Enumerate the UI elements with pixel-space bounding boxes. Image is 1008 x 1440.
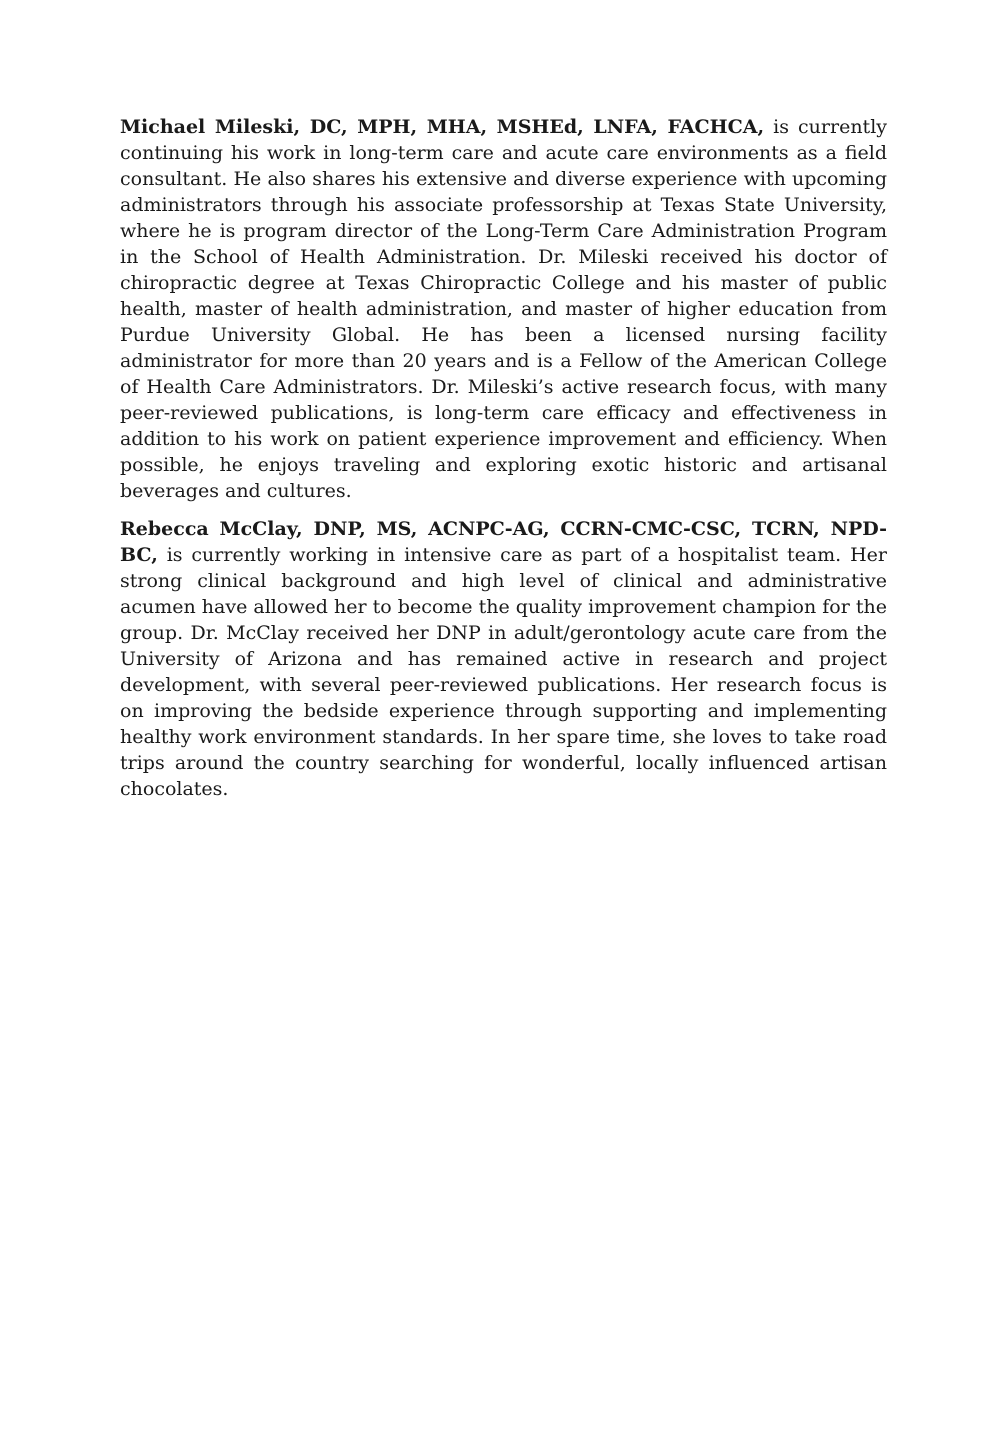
- bio-text-mcclay: is currently working in intensive care as part of a hospitalist team. Her strong clinical background and high level of clinical and administrative acumen have allowed her to become the quality improvement champion for the group. Dr. McClay received her DNP in adult/gerontology acute care from the University of Arizona and has remained active in research and project development, with several peer-reviewed publications. Her research focus is on improving the bedside experience through supporting and implementing healthy work environment standards. In her spare time, she loves to take road trips around the country searching for wonderful, locally influenced artisan chocolates.: [120, 544, 887, 800]
- bio-name-mcclay: Rebecca McClay, DNP, MS, ACNPC-AG, CCRN-CMC-CSC, TCRN, NPD-BC,: [120, 518, 887, 566]
- bio-name-mileski: Michael Mileski, DC, MPH, MHA, MSHEd, LNFA, FACHCA,: [120, 116, 765, 138]
- bio-paragraph-mileski: [120, 114, 887, 504]
- bio-paragraph-mcclay: [120, 516, 887, 802]
- author-bios: [120, 114, 887, 814]
- bio-text-mileski: is currently continuing his work in long-term care and acute care environments as a field consultant. He also shares his extensive and diverse experience with upcoming administrators through his associate professorship at Texas State University, where he is program director of the Long-Term Care Administration Program in the School of Health Administration. Dr. Mileski received his doctor of chiropractic degree at Texas Chiropractic College and his master of public health, master of health administration, and master of higher education from Purdue University Global. He has been a licensed nursing facility administrator for more than 20 years and is a Fellow of the American College of Health Care Administrators. Dr. Mileski’s active research focus, with many peer-reviewed publications, is long-term care efficacy and effectiveness in addition to his work on patient experience improvement and efficiency. When possible, he enjoys traveling and exploring exotic historic and artisanal beverages and cultures.: [120, 116, 888, 502]
